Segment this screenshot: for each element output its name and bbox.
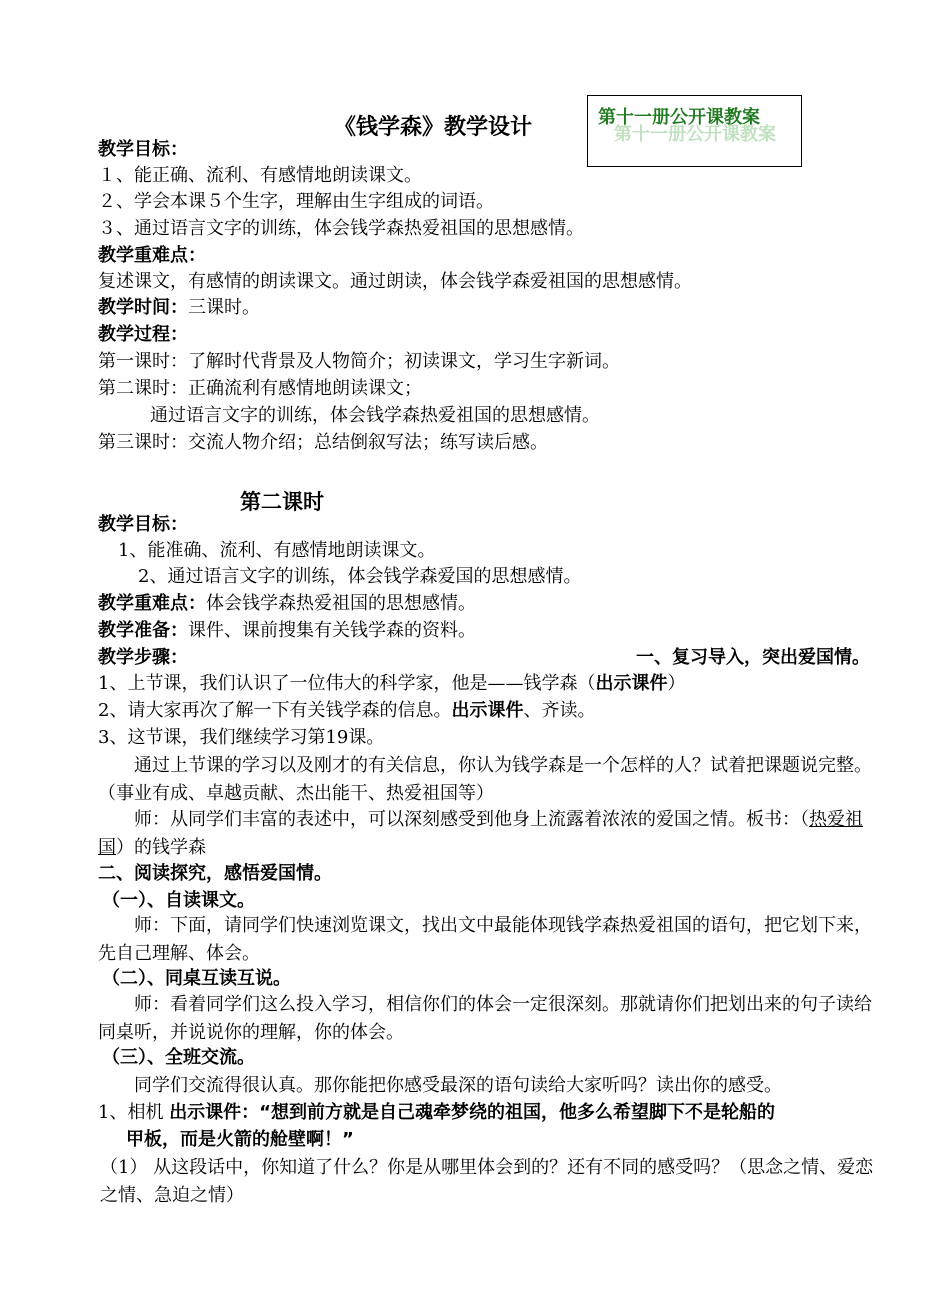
process-item: 第三课时：交流人物介绍；总结倒叙写法；练写读后感。 <box>98 432 548 453</box>
key-label: 教学重难点： <box>98 245 206 266</box>
section-heading: 第二课时 <box>240 490 324 514</box>
step-two <box>98 700 595 722</box>
paragraph-two-text: 师：从同学们丰富的表述中，可以深刻感受到他身上流露着浓浓的爱国之情。板书：（ <box>134 809 809 830</box>
goal-item: １、能正确、流利、有感情地朗读课文。 <box>98 165 422 186</box>
key-line-2 <box>98 593 476 615</box>
item-one <box>98 1102 775 1124</box>
goal-label: 教学目标： <box>98 139 188 160</box>
sub-two-text: 师：看着同学们这么投入学习，相信你们的体会一定很深刻。那就请你们把划出来的句子读给同桌听，并说说你的理解，你的体会。 <box>98 994 872 1043</box>
process-item: 通过语言文字的训练，体会钱学森热爱祖国的思想感情。 <box>150 405 600 426</box>
time-line <box>98 297 260 319</box>
item-one-prefix: 1、相机 <box>98 1102 170 1123</box>
key-text-2: 体会钱学森热爱祖国的思想感情。 <box>206 593 476 614</box>
section-one-heading: 一、复习导入，突出爱国情。 <box>636 647 870 668</box>
goal-label-2: 教学目标： <box>98 514 188 535</box>
key-label-2: 教学重难点： <box>98 593 206 614</box>
process-item: 第一课时：了解时代背景及人物简介；初读课文，学习生字新词。 <box>98 351 620 372</box>
board-text: 热爱祖国 <box>98 809 863 858</box>
time-label: 教学时间： <box>98 297 188 318</box>
sub-heading-three: （三）、全班交流。 <box>102 1047 255 1068</box>
step-two-courseware: 出示课件 <box>451 700 524 721</box>
item-one-quote: 出示课件：“想到前方就是自己魂牵梦绕的祖国，他多么希望脚下不是轮船的 <box>169 1102 776 1123</box>
sub-three-text: 同学们交流得很认真。那你能把你感受最深的语句读给大家听吗？读出你的感受。 <box>134 1075 782 1096</box>
key-text: 复述课文，有感情的朗读课文。通过朗读，体会钱学森爱祖国的思想感情。 <box>98 271 692 292</box>
step-two-text: 2、请大家再次了解一下有关钱学森的信息。 <box>98 700 452 721</box>
time-text: 三课时。 <box>188 297 260 318</box>
lesson-stamp <box>587 95 802 167</box>
process-label: 教学过程： <box>98 324 188 345</box>
step-one-courseware: 出示课件 <box>595 673 668 694</box>
sub-heading-two: （二）、同桌互读互说。 <box>102 968 291 989</box>
sub-heading-one: （一）、自读课文。 <box>102 890 255 911</box>
goal-item-2: 1、能准确、流利、有感情地朗读课文。 <box>118 540 436 561</box>
paragraph-one: 通过上节课的学习以及刚才的有关信息，你认为钱学森是一个怎样的人？试着把课题说完整。（事业有成、卓越贡献、杰出能干、热爱祖国等） <box>98 755 872 804</box>
step-one-text: 1、上节课，我们认识了一位伟大的科学家，他是——钱学森（ <box>98 673 596 694</box>
process-item: 第二课时：正确流利有感情地朗读课文； <box>98 378 422 399</box>
stamp-shadow-text: 第十一册公开课教案 <box>614 124 776 145</box>
item-one-quote-end: 甲板，而是火箭的舱壁啊！” <box>126 1129 354 1150</box>
stamp-text: 第十一册公开课教案 <box>598 107 760 128</box>
prep-label: 教学准备： <box>98 620 188 641</box>
prep-text: 课件、课前搜集有关钱学森的资料。 <box>188 620 476 641</box>
document-title: 《钱学森》教学设计 <box>334 115 533 140</box>
sub-one-text: 师：下面，请同学们快速浏览课文，找出文中最能体现钱学森热爱祖国的语句，把它划下来，先自己理解、体会。 <box>98 915 872 964</box>
question-one: （1） 从这段话中，你知道了什么？你是从哪里体会到的？还有不同的感受吗？（思念之情、爱恋之情、急迫之情） <box>100 1157 874 1206</box>
step-one <box>98 673 685 695</box>
step-two-end: 、齐读。 <box>523 700 596 721</box>
goal-item: ２、学会本课５个生字，理解由生字组成的词语。 <box>98 191 494 212</box>
step-one-end: ） <box>667 673 686 694</box>
paragraph-two <box>98 806 880 862</box>
prep-line <box>98 620 476 642</box>
step-three: 3、这节课，我们继续学习第19课。 <box>98 727 385 748</box>
paragraph-two-end: ）的钱学森 <box>116 837 206 858</box>
section-two-heading: 二、阅读探究，感悟爱国情。 <box>98 863 332 884</box>
goal-item: ３、通过语言文字的训练，体会钱学森热爱祖国的思想感情。 <box>98 218 584 239</box>
goal-item-2: 2、通过语言文字的训练，体会钱学森爱国的思想感情。 <box>138 566 582 587</box>
steps-label: 教学步骤： <box>98 647 188 668</box>
